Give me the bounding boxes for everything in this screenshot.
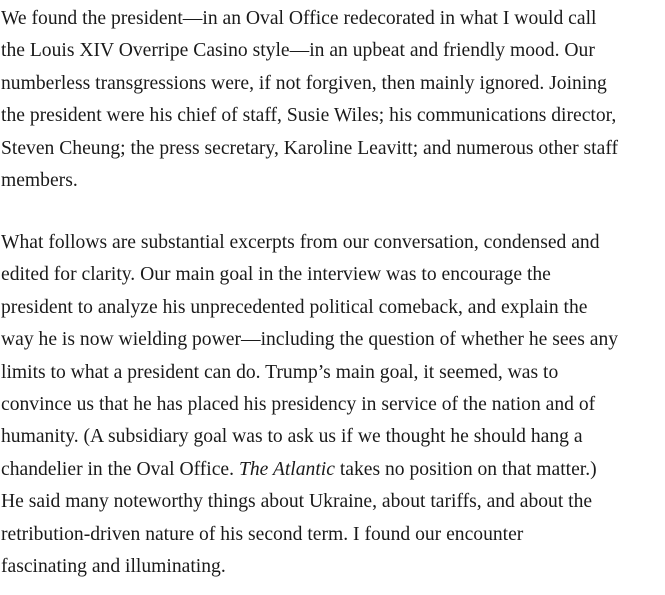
text-line: Steven Cheung; the press secretary, Karoline Leavitt; and numerous other staff (1, 137, 619, 159)
text-line: members. (1, 169, 78, 191)
text-line: president to analyze his unprecedented political comeback, and explain the (1, 296, 588, 318)
text-line: We found the president—in an Oval Office redecorated in what I would call (1, 8, 597, 29)
text-line: way he is now wielding power—including the question of whether he sees any (1, 329, 619, 351)
paragraph-excerpts (1, 227, 665, 583)
text-line: edited for clarity. Our main goal in the interview was to encourage the (1, 264, 551, 286)
text-line: fascinating and illuminating. (1, 555, 226, 577)
text-line: He said many noteworthy things about Ukraine, about tariffs, and about the (1, 491, 593, 513)
text-line: limits to what a president can do. Trump’s main goal, it seemed, was to (1, 361, 559, 383)
text-line: humanity. (A subsidiary goal was to ask us if we thought he should hang a (1, 426, 583, 448)
text-segment: chandelier in the Oval Office. (1, 458, 239, 480)
text-line: numberless transgressions were, if not forgiven, then mainly ignored. Joining (1, 72, 607, 94)
text-line: What follows are substantial excerpts from our conversation, condensed and (1, 232, 600, 253)
text-line: retribution-driven nature of his second term. I found our encounter (1, 523, 524, 545)
paragraph-intro (1, 3, 665, 197)
text-line (1, 454, 665, 486)
text-segment: takes no position on that matter.) (334, 458, 597, 480)
text-line: the president were his chief of staff, Susie Wiles; his communications director, (1, 105, 617, 127)
text-line: convince us that he has placed his presidency in service of the nation and of (1, 393, 596, 415)
text-line: the Louis XIV Overripe Casino style—in an upbeat and friendly mood. Our (1, 40, 595, 62)
publication-name: The Atlantic (238, 458, 335, 480)
